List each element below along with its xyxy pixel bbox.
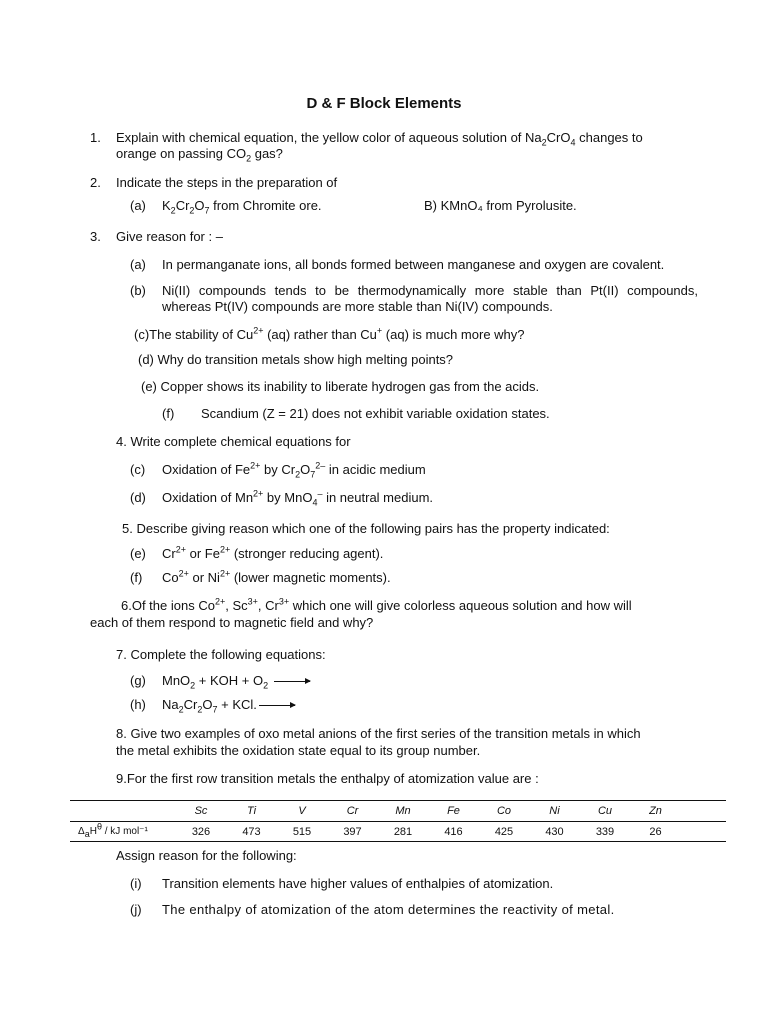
- reaction-arrow-icon: [259, 705, 295, 706]
- table-header-ni: Ni: [549, 805, 560, 817]
- q3-b-line1: Ni(II) compounds tends to be thermodynamically more stable than Pt(II) compounds,: [162, 283, 698, 298]
- q3-f-text: Scandium (Z = 21) does not exhibit variable oxidation states.: [201, 406, 550, 421]
- reaction-arrow-icon: [274, 681, 310, 682]
- q2-number: 2.: [90, 175, 101, 190]
- q5-text: 5. Describe giving reason which one of the following pairs has the property indicated:: [122, 521, 610, 536]
- q6-line2: each of them respond to magnetic field and why?: [90, 615, 374, 630]
- q8-line2: the metal exhibits the oxidation state equal to its group number.: [116, 743, 481, 758]
- q7-h-label: (h): [130, 697, 146, 712]
- table-header-cu: Cu: [597, 805, 613, 817]
- q7-h-equation: $Na_2Cr_2O_7$ + KCl.: [162, 697, 295, 713]
- table-header-zn: Zn: [649, 805, 662, 817]
- table-header-ti: Ti: [246, 805, 257, 817]
- q7-text: 7. Complete the following equations:: [116, 647, 326, 662]
- q5-f-text: $Co^{2+}$ or $Ni^{2+}$ (lower magnetic moments).: [162, 568, 391, 585]
- q7-g-label: (g): [130, 673, 146, 688]
- q3-text: Give reason for : –: [116, 229, 223, 244]
- q4-c-label: (c): [130, 462, 146, 477]
- q1-line1: Explain with chemical equation, the yellow color of aqueous solution of $Na_2CrO_4$ changes to: [116, 130, 643, 148]
- table-top-rule: [70, 800, 726, 801]
- table-header-mn: Mn: [395, 805, 411, 817]
- q2-a-text: $K_2Cr_2O_7$ from Chromite ore.: [162, 198, 322, 216]
- q4-text: 4. Write complete chemical equations for: [116, 434, 351, 449]
- q8-line1: 8. Give two examples of oxo metal anions of the first series of the transition metals in which: [116, 726, 641, 741]
- q2-text: Indicate the steps in the preparation of: [116, 175, 338, 190]
- q3-b-line2: whereas Pt(IV) compounds are more stable than Ni(IV) compounds.: [162, 299, 553, 314]
- q3-number: 3.: [90, 229, 101, 244]
- q4-d-label: (d): [130, 490, 146, 505]
- table-header-co: Co: [496, 805, 512, 817]
- q1-number: 1.: [90, 130, 101, 145]
- q9-j-label: (j): [130, 902, 142, 917]
- q3-b-label: (b): [130, 283, 146, 298]
- table-value-ti: 473: [242, 826, 261, 838]
- table-value-sc: 326: [191, 826, 211, 838]
- q9-text: 9.For the first row transition metals the enthalpy of atomization value are :: [116, 771, 539, 786]
- table-value-ni: 430: [545, 826, 564, 838]
- q3-a-text: In permanganate ions, all bonds formed between manganese and oxygen are covalent.: [162, 257, 665, 272]
- table-value-co: 425: [494, 826, 514, 838]
- q9-i-label: (i): [130, 876, 142, 891]
- q3-c-text: (c)The stability of $Cu^{2+}$ (aq) rather than Cu+ (aq) is much more why?: [134, 325, 525, 342]
- q9-i-text: Transition elements have higher values of enthalpies of atomization.: [162, 876, 554, 891]
- table-value-v: 515: [292, 826, 312, 838]
- q4-d-text: Oxidation of $Mn^{2+}$ by MnO$_4$– in neutral medium.: [162, 488, 434, 508]
- q9-assign-text: Assign reason for the following:: [116, 848, 297, 863]
- q6-line1: 6.Of the ions $Co^{2+}$, $Sc^{3+}$, $Cr^{3+}$ which one will give colorless aqueous solution and how will: [121, 596, 632, 613]
- q1-line2: orange on passing $CO_2$ gas?: [116, 146, 283, 164]
- table-header-sc: Sc: [194, 805, 208, 817]
- q2-b-text: B) KMnO₄ from Pyrolusite.: [424, 198, 577, 213]
- q5-f-label: (f): [130, 570, 143, 585]
- table-row-label: $\Delta_aH^\theta$ / kJ mol⁻¹: [78, 821, 148, 839]
- table-header-cr: Cr: [346, 805, 359, 817]
- page-title: D & F Block Elements: [306, 95, 462, 112]
- q4-c-text: Oxidation of $Fe^{2+}$ by $Cr_2O_7^{2-}$ in acidic medium: [162, 460, 426, 480]
- table-bottom-rule: [70, 841, 726, 842]
- table-header-fe: Fe: [447, 805, 460, 817]
- q7-g-equation: MnO$_2$ + KOH + $O_2$: [162, 673, 310, 689]
- q5-e-text: $Cr^{2+}$ or $Fe^{2+}$ (stronger reducing agent).: [162, 544, 384, 561]
- table-header-v: V: [298, 805, 306, 817]
- table-value-zn: 26: [649, 826, 662, 838]
- q9-j-text: The enthalpy of atomization of the atom determines the reactivity of metal.: [162, 902, 615, 917]
- q5-e-label: (e): [130, 546, 146, 561]
- q2-a-label: (a): [130, 198, 146, 213]
- table-value-cr: 397: [343, 826, 362, 838]
- table-value-mn: 281: [393, 826, 413, 838]
- q3-e-text: (e) Copper shows its inability to liberate hydrogen gas from the acids.: [141, 379, 540, 394]
- table-header-rule: [70, 821, 726, 822]
- table-value-cu: 339: [595, 826, 615, 838]
- q3-f-label: (f): [162, 406, 175, 421]
- q3-a-label: (a): [130, 257, 146, 272]
- q3-d-text: (d) Why do transition metals show high melting points?: [138, 352, 454, 367]
- table-value-fe: 416: [444, 826, 463, 838]
